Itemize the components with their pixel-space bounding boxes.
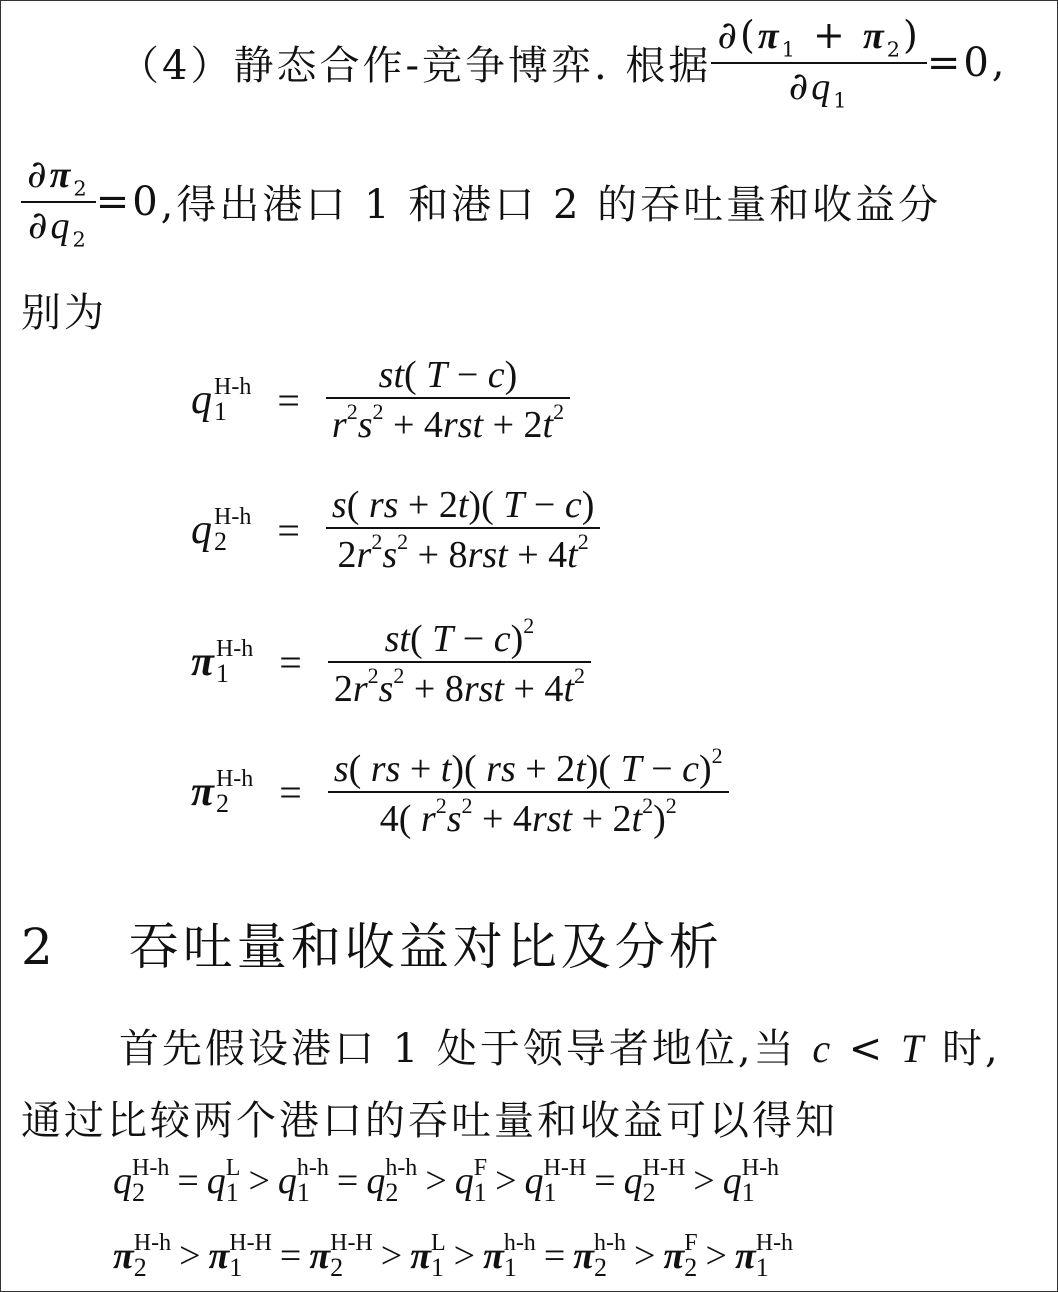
- inequality-revenue: π H-h 2 > π H-H 1 = π H-H 2 > π L 1 > π h-h 1 = π h-h 2 > π F 2 > π H-h 1: [113, 1230, 794, 1282]
- section-para-line-1-end: 时,: [942, 1026, 1001, 1072]
- sup-label: H-h: [215, 766, 254, 792]
- intro-line-2-text: ,得出港口 1 和港口 2 的吞吐量和收益分: [160, 182, 942, 229]
- sup-label: H-h: [214, 504, 252, 530]
- intro-line-1-text: （4）静态合作-竞争博弈. 根据: [119, 43, 712, 90]
- sup-label: H-h: [215, 636, 254, 662]
- equation-q2-Hh: q H-h 2 = $\frac{s( rs + 2t)( T - c)}{2r^2s^2 + 8rst + 4t^2}$: [191, 483, 600, 577]
- section-number: 2: [21, 918, 53, 976]
- section-para-line-2: 通过比较两个港口的吞吐量和收益可以得知: [21, 1098, 838, 1144]
- intro-line-1: （4）静态合作-竞争博弈. 根据 $\frac{\partial(\pi_1 + \pi_2)}{\partial q_1}$ =0,: [119, 13, 1008, 113]
- equation-q1-Hh: q H-h 1 = $\frac{st( T - c)}{r^2s^2 + 4rst + 2t^2}$: [191, 353, 570, 447]
- section-title: 吞吐量和收益对比及分析: [128, 918, 723, 976]
- equation-pi2-Hh: π H-h 2 = $\frac{s( rs + t)( rs + 2t)( T - c)^2}{4( r^2s^2 + 4rst + 2t^2)^2}$: [191, 743, 729, 841]
- inequality-throughput: q H-h 2 = q L 1 > q h-h 1 = q h-h 2 > q F 1 > q H-H 1 = q H-H 2 > q H-h 1: [113, 1155, 780, 1207]
- sup-label: H-h: [214, 374, 252, 400]
- section-para-line-1: 首先假设港口 1 处于领导者地位,当 c < T 时,: [119, 1026, 1001, 1072]
- intro-line-3: 别为: [21, 290, 107, 336]
- section-heading: [21, 907, 723, 979]
- derivative-fraction-sum: $\frac{\partial(\pi_1 + \pi_2)}{\partial q_1}$: [711, 13, 926, 112]
- section-para-line-1-text: 首先假设港口 1 处于领导者地位,当: [119, 1026, 797, 1072]
- equation-pi1-Hh: π H-h 1 = $\frac{st( T - c)^2}{2r^2s^2 + 8rst + 4t^2}$: [191, 613, 591, 711]
- intro-line-2: $\frac{\partial\pi_2}{\partial q_2}$ =0 ,得出港口 1 和港口 2 的吞吐量和收益分: [21, 151, 941, 251]
- derivative-fraction-pi2: $\frac{\partial\pi_2}{\partial q_2}$: [21, 152, 96, 251]
